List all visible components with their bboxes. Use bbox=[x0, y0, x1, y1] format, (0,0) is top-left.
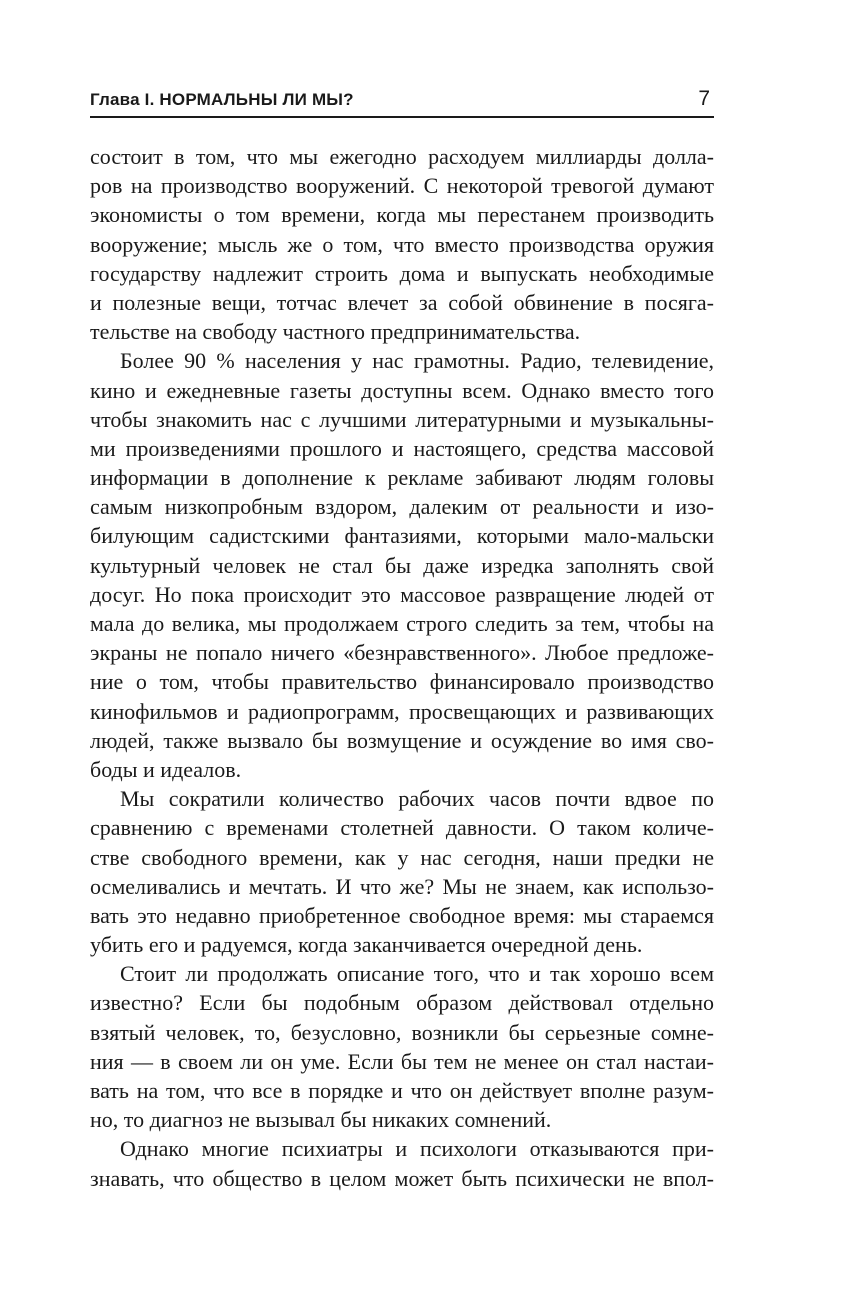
text-line: Стоит ли продолжать описание того, что и так хорошо всем bbox=[120, 961, 714, 987]
text-line: ние о том, чтобы правительство финансировало производство bbox=[90, 669, 714, 695]
text-line: сравнению с временами столетней давности. О таком количе- bbox=[90, 815, 714, 841]
text-line: убить его и радуемся, когда заканчивается очередной день. bbox=[90, 932, 643, 958]
running-header bbox=[90, 86, 714, 118]
text-line: мала до велика, мы продолжаем строго следить за тем, чтобы на bbox=[90, 611, 714, 636]
text-line: досуг. Но пока происходит это массовое развращение людей от bbox=[90, 581, 714, 607]
text-line: известно? Если бы подобным образом действовал отдельно bbox=[90, 990, 714, 1016]
text-line: самым низкопробным вздором, далеким от реальности и изо- bbox=[90, 494, 714, 520]
page-number: 7 bbox=[698, 87, 710, 110]
text-line: ми произведениями прошлого и настоящего, средства массовой bbox=[90, 435, 714, 461]
text-line: осмеливались и мечтать. И что же? Мы не знаем, как использо- bbox=[90, 873, 714, 899]
body-text bbox=[90, 142, 714, 1193]
text-line: экраны не попало ничего «безнравственного». Любое предложе- bbox=[90, 640, 714, 666]
text-line: билующим садистскими фантазиями, которыми мало-мальски bbox=[90, 523, 714, 549]
text-line: экономисты о том времени, когда мы перестанем производить bbox=[90, 202, 714, 228]
text-line: Однако многие психиатры и психологи отказываются при- bbox=[120, 1136, 714, 1162]
text-line: информации в дополнение к рекламе забивают людям головы bbox=[90, 465, 714, 491]
text-line: кинофильмов и радиопрограмм, просвещающих и развивающих bbox=[90, 698, 714, 724]
text-line: чтобы знакомить нас с лучшими литературными и музыкальны- bbox=[90, 406, 714, 432]
text-line: боды и идеалов. bbox=[90, 756, 242, 782]
paragraph-4 bbox=[90, 959, 714, 1134]
text-line: вооружение; мысль же о том, что вместо производства оружия bbox=[90, 231, 714, 257]
text-line: взятый человек, то, безусловно, возникли бы серьезные сомне- bbox=[90, 1019, 714, 1045]
text-line: культурный человек не стал бы даже изредка заполнять свой bbox=[90, 552, 714, 578]
text-line: вать это недавно приобретенное свободное время: мы стараемся bbox=[90, 902, 714, 928]
paragraph-2 bbox=[90, 346, 714, 784]
paragraph-5 bbox=[90, 1134, 714, 1192]
text-line: государству надлежит строить дома и выпускать необходимые bbox=[90, 260, 714, 286]
text-line: людей, также вызвало бы возмущение и осуждение во имя сво- bbox=[90, 727, 714, 753]
paragraph-3 bbox=[90, 784, 714, 959]
text-line: стве свободного времени, как у нас сегодня, наши предки не bbox=[90, 844, 714, 870]
text-line: состоит в том, что мы ежегодно расходуем миллиарды долла- bbox=[90, 144, 714, 169]
paragraph-1 bbox=[90, 142, 714, 346]
text-line: ров на производство вооружений. С некоторой тревогой думают bbox=[90, 173, 714, 199]
text-line: ния — в своем ли он уме. Если бы тем не менее он стал настаи- bbox=[90, 1048, 714, 1074]
text-line: кино и ежедневные газеты доступны всем. Однако вместо того bbox=[90, 377, 714, 403]
chapter-title: Глава I. НОРМАЛЬНЫ ЛИ МЫ? bbox=[90, 90, 354, 109]
text-line: Мы сократили количество рабочих часов почти вдвое по bbox=[120, 786, 714, 812]
text-line: знавать, что общество в целом может быть психически не впол- bbox=[90, 1165, 714, 1191]
text-line: Более 90 % населения у нас грамотны. Радио, телевидение, bbox=[120, 348, 714, 374]
text-line: вать на том, что все в порядке и что он действует вполне разум- bbox=[90, 1078, 714, 1103]
text-line: но, то диагноз не вызывал бы никаких сомнений. bbox=[90, 1107, 552, 1133]
text-line: тельстве на свободу частного предпринимательства. bbox=[90, 319, 581, 345]
text-line: и полезные вещи, тотчас влечет за собой обвинение в посяга- bbox=[90, 289, 714, 315]
